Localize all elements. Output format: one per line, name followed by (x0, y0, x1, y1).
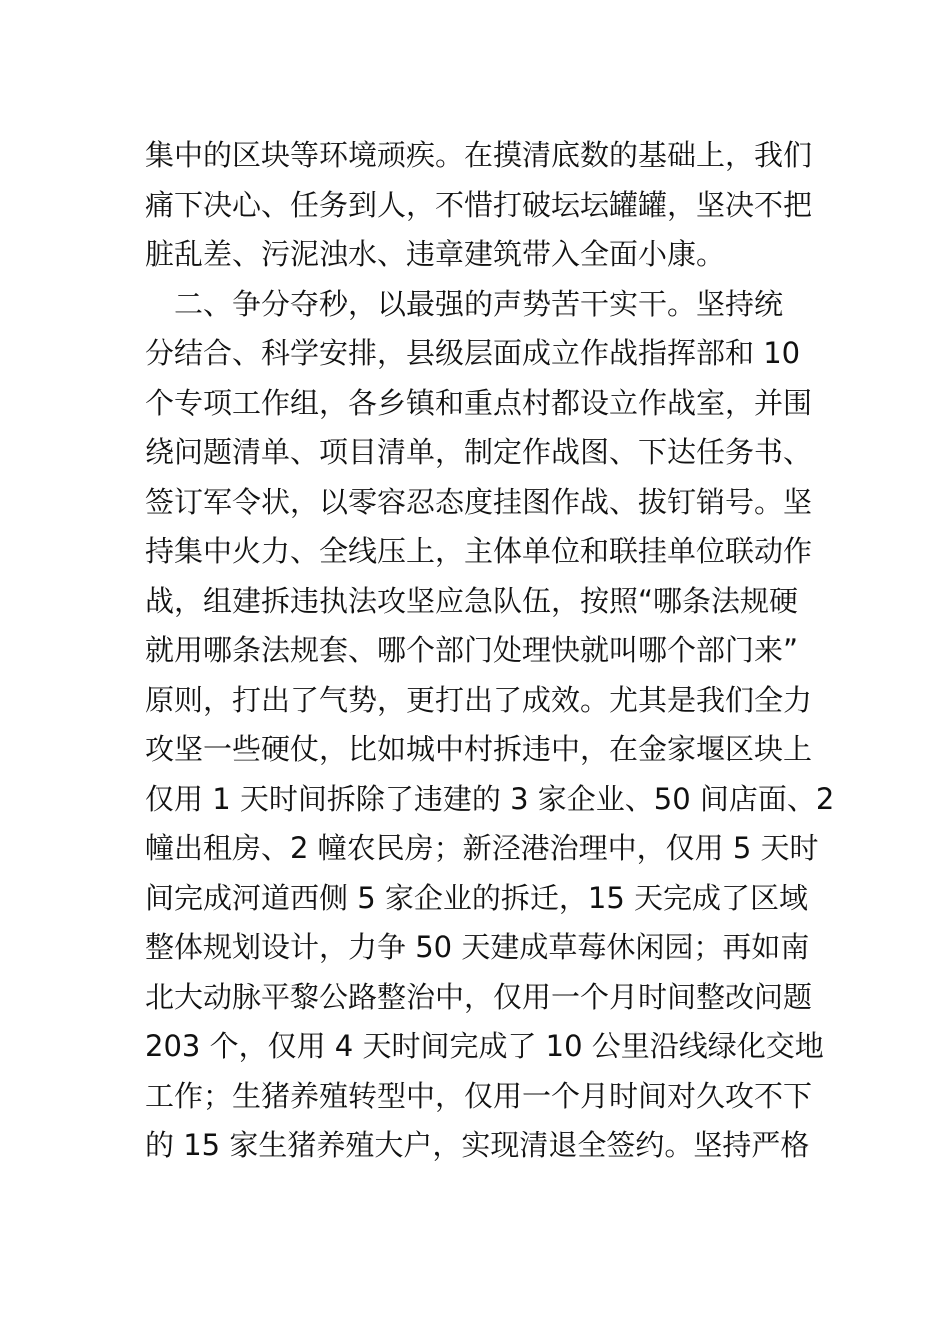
text-line: 集中的区块等环境顽疾。在摸清底数的基础上，我们 (145, 138, 813, 172)
text-line: 工作；生猪养殖转型中，仅用一个月时间对久攻不下 (145, 1078, 813, 1113)
text-line: 203 个，仅用 4 天时间完成了 10 公里沿线绿化交地 (145, 1029, 824, 1063)
text-line: 签订军令状，以零容忍态度挂图作战、拔钉销号。坚 (145, 484, 813, 519)
text-line: 整体规划设计，力争 50 天建成草莓休闲园；再如南 (145, 930, 810, 964)
paragraph-1 (145, 131, 815, 280)
text-line: 仅用 1 天时间拆除了违建的 3 家企业、50 间店面、2 (145, 781, 835, 816)
text-line: 北大动脉平黎公路整治中，仅用一个月时间整改问题 (145, 979, 813, 1014)
text-line: 二、争分夺秒，以最强的声势苦干实干。坚持统 (145, 286, 784, 321)
paragraph-2 (145, 280, 835, 1171)
text-line: 就用哪条法规套、哪个部门处理快就叫哪个部门来” (145, 633, 799, 667)
text-line: 攻坚一些硬仗，比如城中村拆违中，在金家堰区块上 (145, 732, 813, 766)
text-line: 绕问题清单、项目清单，制定作战图、下达任务书、 (145, 435, 813, 469)
text-line: 分结合、科学安排，县级层面成立作战指挥部和 10 (145, 336, 801, 370)
text-line: 的 15 家生猪养殖大户，实现清退全签约。坚持严格 (145, 1128, 810, 1162)
text-line: 痛下决心、任务到人，不惜打破坛坛罐罐，坚决不把 (145, 187, 813, 222)
text-line: 原则，打出了气势，更打出了成效。尤其是我们全力 (145, 682, 813, 717)
text-line: 持集中火力、全线压上，主体单位和联挂单位联动作 (145, 534, 813, 568)
text-line: 个专项工作组，各乡镇和重点村都设立作战室，并围 (145, 385, 813, 420)
text-line: 战，组建拆违执法攻坚应急队伍，按照“哪条法规硬 (145, 583, 799, 618)
text-line: 幢出租房、2 幢农民房；新泾港治理中，仅用 5 天时 (145, 831, 819, 865)
body-text (145, 131, 835, 1171)
text-line: 脏乱差、污泥浊水、违章建筑带入全面小康。 (145, 237, 726, 271)
text-line: 间完成河道西侧 5 家企业的拆迁，15 天完成了区域 (145, 880, 809, 915)
